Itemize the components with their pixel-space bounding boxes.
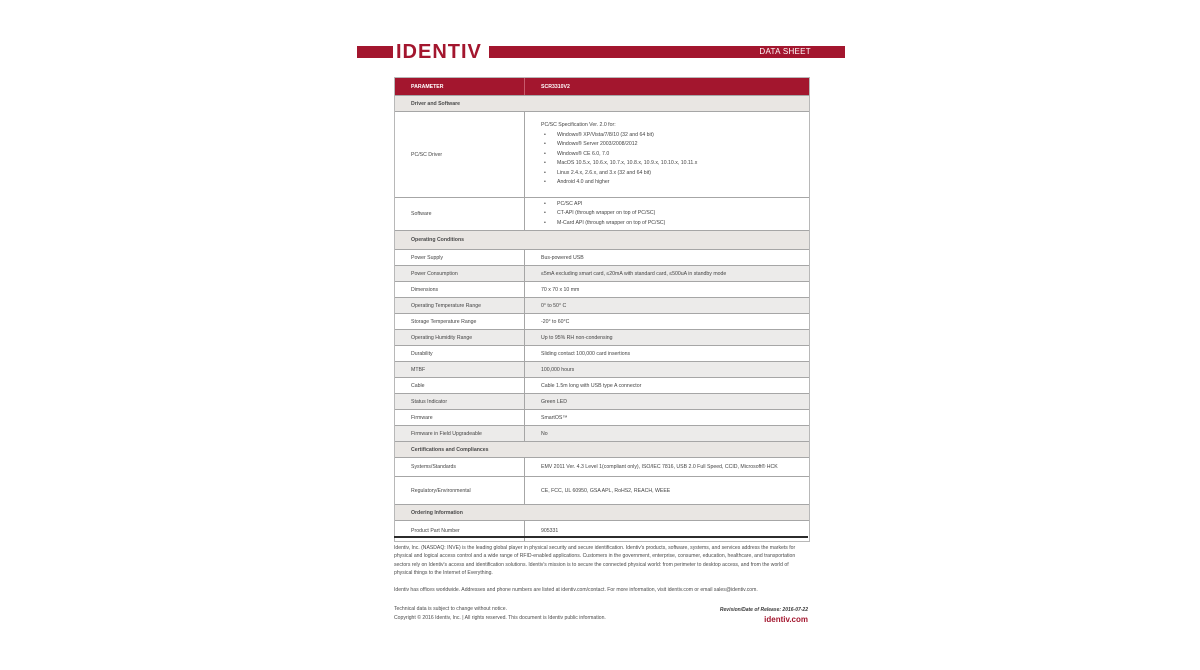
table-row [395, 393, 809, 409]
row-value: 70 x 70 x 10 mm [541, 286, 580, 293]
header-bar-left [357, 46, 393, 58]
row-label: Firmware in Field Upgradeable [395, 426, 525, 441]
row-label: Product Part Number [395, 521, 525, 541]
row-label: Power Consumption [395, 266, 525, 281]
row-value: CE, FCC, UL 60950, GSA APL, RoHS2, REACH, WEEE [541, 487, 671, 494]
about-paragraph: Identiv, Inc. (NASDAQ: INVE) is the leading global player in physical security and secure identification. Identiv's products, software, systems, and services address the markets for physical and logical access control and a wide range of RFID-enabled applications. Customers in the government, enterprise, consumer, education, healthcare, and transportation sectors rely on Identiv's access and identification solutions. Identiv's mission is to secure the connected physical world: from perimeter to desktop access, and from the world of physical things to the Internet of Everything. [394, 545, 796, 577]
row-label: Operating Humidity Range [395, 330, 525, 345]
disclaimer-text: Technical data is subject to change without notice. [394, 606, 507, 612]
website-link[interactable]: identiv.com [764, 615, 808, 624]
row-value [525, 198, 809, 230]
row-label: Operating Temperature Range [395, 298, 525, 313]
row-value [525, 112, 809, 197]
pcsc-intro: PC/SC Specification Ver. 2.0 for: [541, 121, 616, 128]
data-sheet-page [357, 0, 845, 670]
doc-type-label: DATA SHEET [759, 47, 811, 56]
row-value: EMV 2011 Ver. 4.3 Level 1(compliant only), ISO/IEC 7816, USB 2.0 Full Speed, CCID, Microsoft® HCK [541, 464, 778, 470]
table-row [395, 425, 809, 441]
row-value: Bus-powered USB [541, 254, 584, 261]
table-row [395, 281, 809, 297]
row-label: Status Indicator [395, 394, 525, 409]
table-row [395, 409, 809, 425]
row-value: ≤5mA excluding smart card, ≤20mA with standard card, ≤500uA in standby mode [541, 270, 727, 277]
table-row [395, 265, 809, 281]
row-value: Green LED [541, 398, 567, 405]
software-list [541, 200, 665, 229]
legal-block [394, 605, 606, 622]
table-row-pcsc-driver [395, 111, 809, 197]
row-label: Firmware [395, 410, 525, 425]
row-label: Storage Temperature Range [395, 314, 525, 329]
table-row [395, 297, 809, 313]
row-value: 0° to 50° C [541, 302, 567, 309]
row-value: -20° to 60°C [541, 318, 570, 325]
identiv-logo: IDENTIV [396, 41, 482, 63]
list-item: • Windows® CE 6.0, 7.0 [541, 150, 697, 160]
table-row [395, 249, 809, 265]
row-label: Dimensions [395, 282, 525, 297]
list-item: • Android 4.0 and higher [541, 178, 697, 188]
row-value: Cable 1.5m long with USB type A connector [541, 382, 642, 389]
list-item: • Windows® XP/Vista/7/8/10 (32 and 64 bit) [541, 131, 697, 141]
offices-paragraph: Identiv has offices worldwide. Addresses and phone numbers are listed at identiv.com/contact. For more information, visit identiv.com or email sales@identiv.com. [394, 587, 758, 593]
col-header-model: SCR3310V2 [541, 83, 570, 90]
col-header-parameter: PARAMETER [395, 78, 525, 95]
section-title: Driver and Software [411, 100, 461, 107]
revision-date: Revision/Date of Release: 2016-07-22 [719, 607, 808, 613]
table-row [395, 329, 809, 345]
pcsc-os-list [541, 131, 697, 189]
list-item: • CT-API (through wrapper on top of PC/SC) [541, 209, 665, 219]
row-label: MTBF [395, 362, 525, 377]
row-label: Software [395, 198, 525, 230]
table-row-software [395, 197, 809, 230]
section-ordering [395, 504, 809, 520]
footer-divider [394, 536, 808, 538]
row-label: PC/SC Driver [395, 112, 525, 197]
table-row [395, 377, 809, 393]
row-value: 905331 [541, 528, 559, 534]
section-certifications [395, 441, 809, 457]
table-row [395, 457, 809, 476]
row-value: Up to 95% RH non-condensing [541, 334, 613, 341]
section-driver-software [395, 95, 809, 111]
row-value: No [541, 430, 548, 437]
table-row [395, 361, 809, 377]
list-item: • M-Card API (through wrapper on top of PC/SC) [541, 219, 665, 229]
section-title: Operating Conditions [411, 237, 465, 243]
table-row [395, 313, 809, 329]
row-label: Systems/Standards [395, 458, 525, 476]
table-row [395, 345, 809, 361]
table-header-row [395, 78, 809, 95]
list-item: • MacOS 10.5.x, 10.6.x, 10.7.x, 10.8.x, 10.9.x, 10.10.x, 10.11.x [541, 159, 697, 169]
section-title: Certifications and Compliances [411, 446, 489, 453]
row-label: Cable [395, 378, 525, 393]
section-title: Ordering Information [411, 509, 463, 516]
row-value: SmartOS™ [541, 414, 568, 421]
row-label: Power Supply [395, 250, 525, 265]
list-item: • Linux 2.4.x, 2.6.x, and 3.x (32 and 64 bit) [541, 169, 697, 179]
row-value: Sliding contact 100,000 card insertions [541, 350, 631, 357]
section-operating-conditions [395, 230, 809, 249]
spec-table [394, 77, 810, 542]
header-bar-right [489, 46, 845, 58]
table-row [395, 476, 809, 504]
list-item: • Windows® Server 2003/2008/2012 [541, 140, 697, 150]
row-label: Regulatory/Environmental [395, 477, 525, 504]
list-item: • PC/SC API [541, 200, 665, 210]
row-label: Durability [395, 346, 525, 361]
row-value: 100,000 hours [541, 366, 575, 373]
copyright-text: Copyright © 2016 Identiv, Inc. | All rights reserved. This document is Identiv public information. [394, 614, 606, 621]
